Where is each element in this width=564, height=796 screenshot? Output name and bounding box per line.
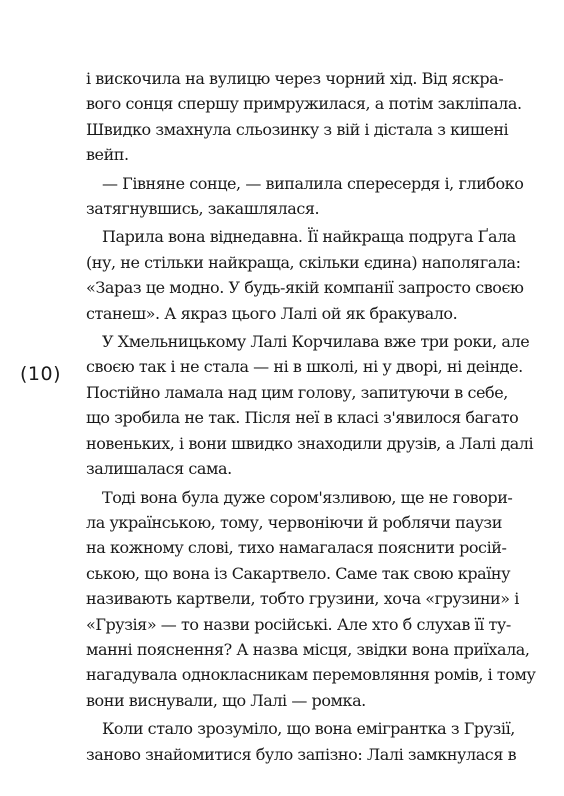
text-line: «Грузія» — то назви російські. Але хто б слухав її ту- (86, 614, 511, 634)
paragraph (86, 224, 524, 326)
text-line: (ну, не стільки найкраща, скільки єдина) наполягала: (86, 252, 521, 272)
text-line: «Зараз це модно. У будь-якій компанії запросто своєю (86, 278, 524, 298)
paragraph (86, 485, 536, 714)
text-line: вейп. (86, 145, 129, 165)
text-line: новеньких, і вони швидко знаходили друзів, а Лалі далі (86, 433, 534, 453)
text-line: станеш». А якраз цього Лалі ой як бракувало. (86, 303, 458, 323)
text-line: Тоді вона була дуже сором'язливою, ще не говори- (102, 487, 513, 507)
text-line: називають картвели, тобто грузини, хоча «грузини» і (86, 589, 519, 609)
paragraph (86, 66, 522, 168)
text-line: заново знайомитися було запізно: Лалі замкнулася в (86, 744, 517, 764)
page-number: (10) (20, 363, 62, 385)
text-line: Парила вона віднедавна. Її найкраща подруга Ґала (102, 227, 516, 247)
text-line: ла українською, тому, червоніючи й роблячи паузи (86, 512, 502, 532)
text-line: і вискочила на вулицю через чорний хід. Від яскра- (86, 69, 504, 88)
paragraph (86, 716, 517, 767)
paragraph (86, 171, 524, 222)
text-line: Коли стало зрозуміло, що вона емігрантка з Грузії, (102, 719, 515, 739)
paragraph (86, 329, 534, 481)
text-line: вого сонця спершу примружилася, а потім закліпала. (86, 94, 522, 114)
text-line: на кожному слові, тихо намагалася пояснити росій- (86, 538, 507, 558)
text-line: своєю так і не стала — ні в школі, ні у дворі, ні деінде. (86, 357, 523, 377)
text-line: затягнувшись, закашлялася. (86, 199, 320, 219)
text-line: ською, що вона із Сакартвело. Саме так свою країну (86, 563, 511, 583)
text-line: що зробила не так. Після неї в класі з'явилося багато (86, 408, 519, 428)
text-line: нагадувала однокласникам перемовляння ромів, і тому (86, 665, 536, 685)
text-line: — Гівняне сонце, — випалила спересердя і, глибоко (102, 173, 524, 193)
text-line: залишалася сама. (86, 459, 232, 479)
text-line: Швидко змахнула сльозинку з вій і дістала з кишені (86, 119, 509, 139)
text-line: У Хмельницькому Лалі Корчилава вже три роки, але (102, 332, 530, 352)
text-line: вони виснували, що Лалі — ромка. (86, 690, 366, 710)
text-line: Постійно ламала над цим голову, запитуючи в себе, (86, 382, 508, 402)
body-text (86, 66, 536, 770)
text-line: манні пояснення? А назва місця, звідки вона приїхала, (86, 639, 530, 659)
